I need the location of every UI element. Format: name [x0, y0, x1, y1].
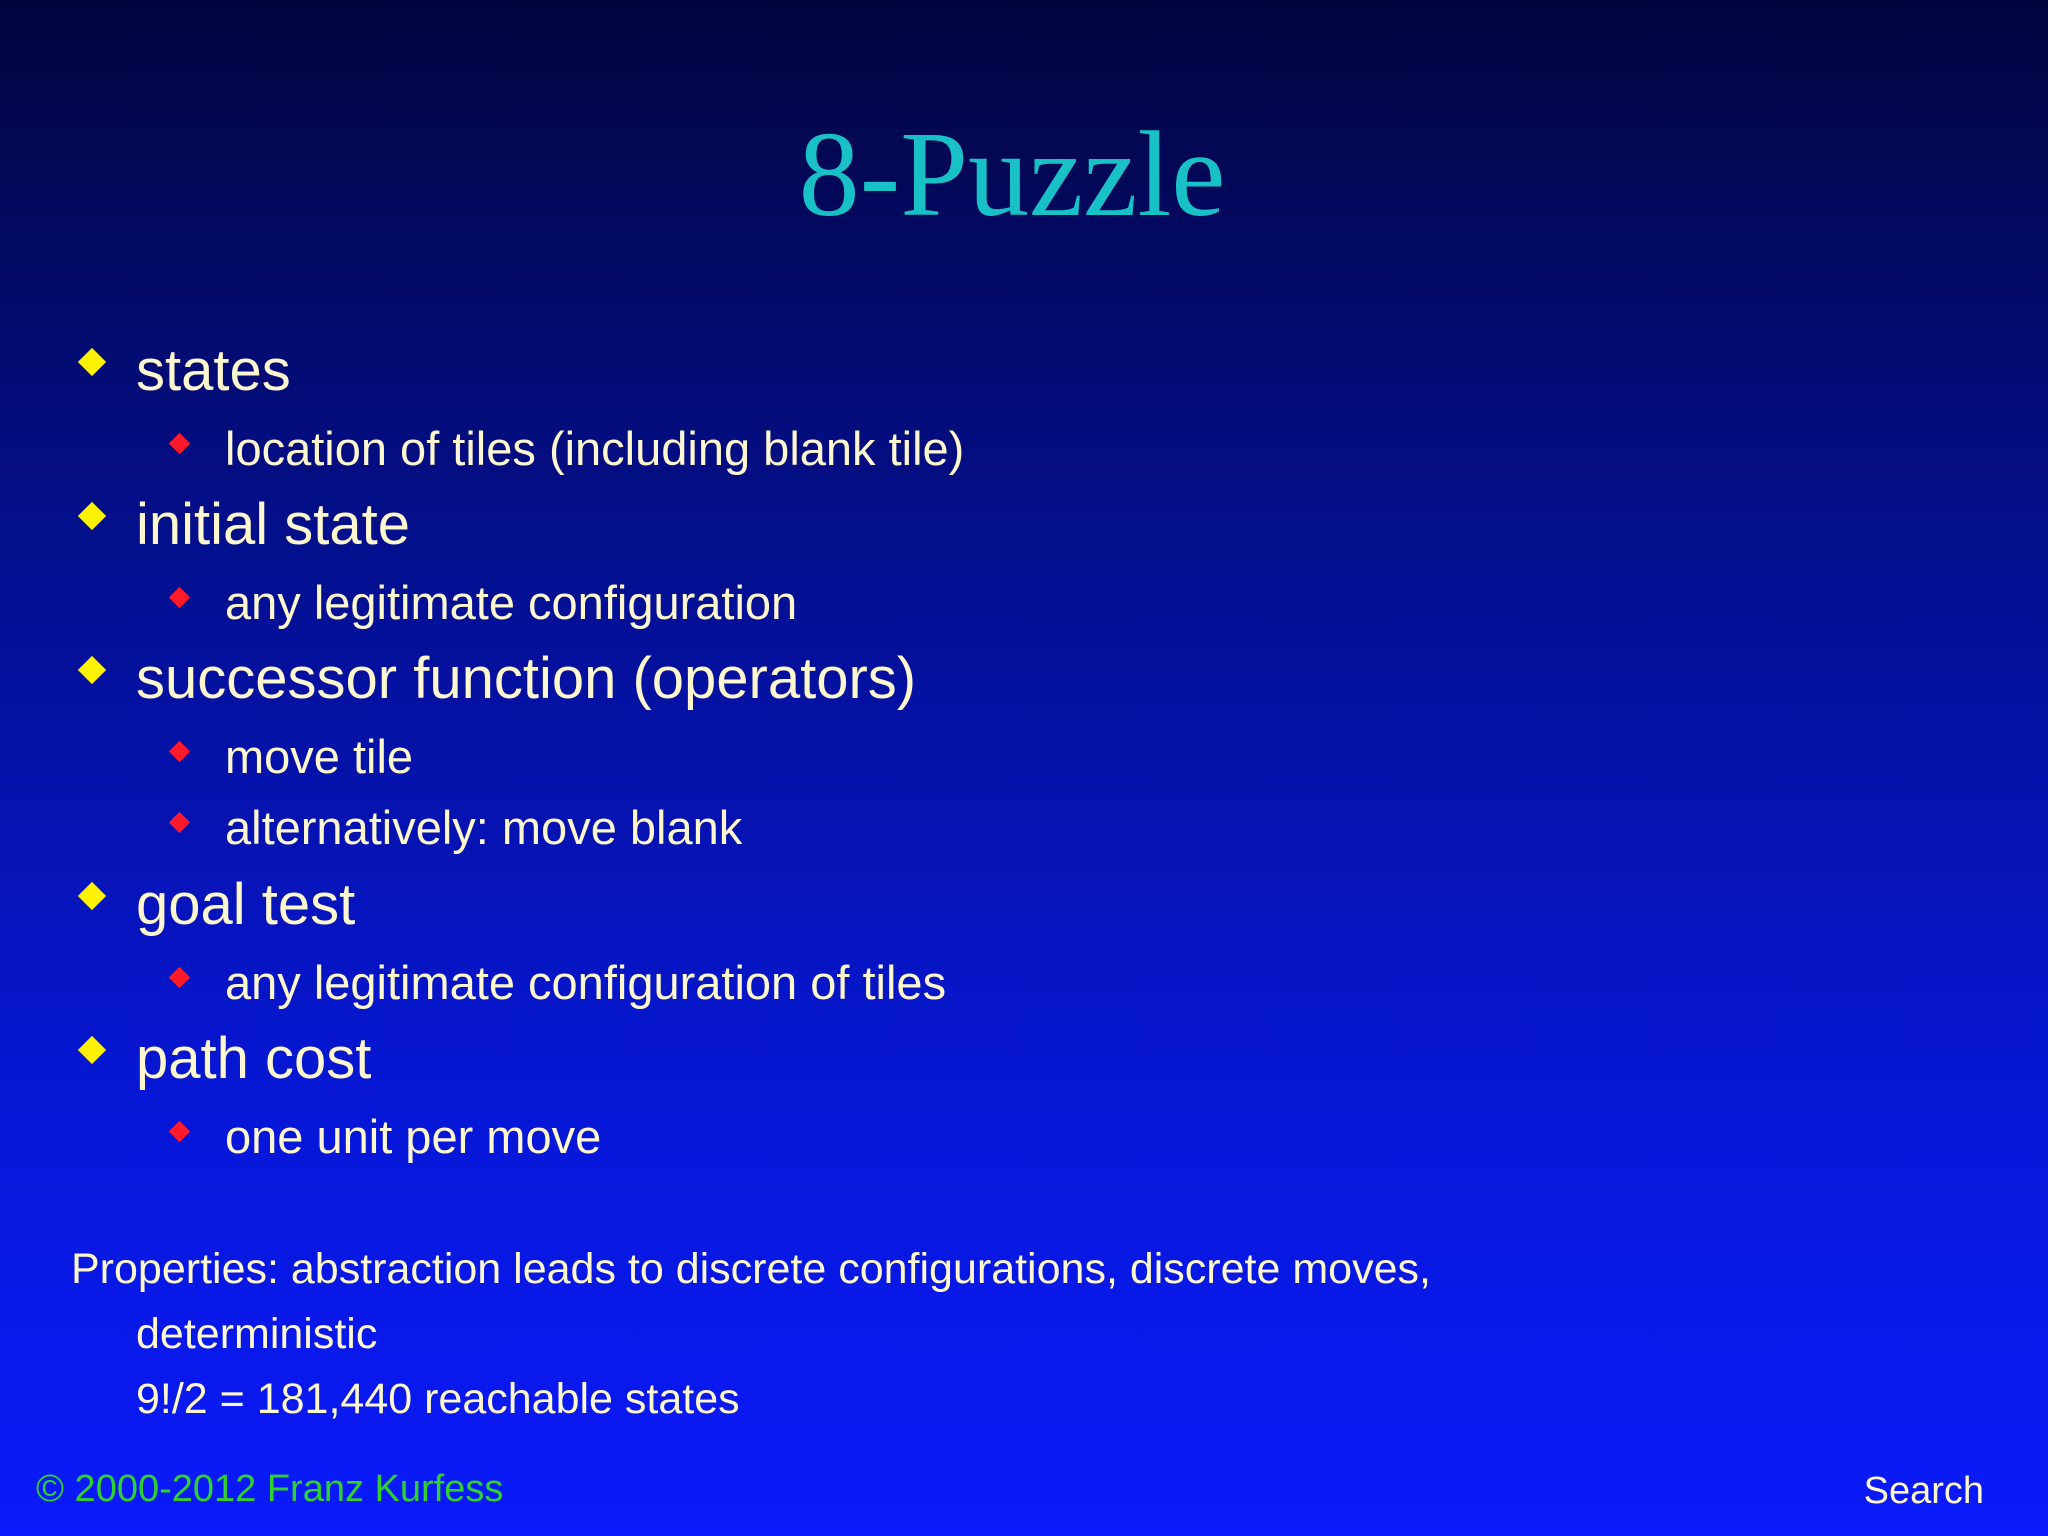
bullet-label: goal test: [136, 872, 356, 937]
sub-bullet-item: [0, 955, 1900, 1025]
diamond-bullet-icon: [78, 1036, 106, 1064]
properties-line: deterministic: [136, 1310, 378, 1358]
slide-title: 8-Puzzle: [798, 107, 1226, 242]
sub-bullet-item: [0, 421, 1900, 491]
diamond-bullet-icon: [169, 741, 190, 762]
bullet-item: [0, 1025, 1900, 1095]
bullet-label: path cost: [136, 1026, 372, 1091]
diamond-bullet-icon: [78, 502, 106, 530]
bullet-item: [0, 645, 1900, 715]
diamond-bullet-icon: [78, 882, 106, 910]
diamond-bullet-icon: [169, 812, 190, 833]
properties-line: Properties: abstraction leads to discrete configurations, discrete moves,: [71, 1245, 1431, 1293]
properties-line: 9!/2 = 181,440 reachable states: [136, 1375, 740, 1423]
sub-bullet-item: [0, 800, 1900, 870]
sub-bullet-label: location of tiles (including blank tile): [225, 422, 965, 475]
bullet-label: initial state: [136, 492, 411, 557]
diamond-bullet-icon: [169, 433, 190, 454]
diamond-bullet-icon: [78, 656, 106, 684]
sub-bullet-item: [0, 1109, 1900, 1179]
diamond-bullet-icon: [78, 348, 106, 376]
diamond-bullet-icon: [169, 587, 190, 608]
bullet-item: [0, 491, 1900, 561]
sub-bullet-label: alternatively: move blank: [225, 801, 743, 854]
bullet-label: successor function (operators): [136, 646, 917, 711]
diamond-bullet-icon: [169, 967, 190, 988]
diamond-bullet-icon: [169, 1121, 190, 1142]
sub-bullet-label: any legitimate configuration: [225, 576, 798, 629]
sub-bullet-label: any legitimate configuration of tiles: [225, 956, 947, 1009]
bullet-item: [0, 337, 1900, 407]
bullet-item: [0, 871, 1900, 941]
section-footer: Search: [1863, 1470, 1984, 1512]
sub-bullet-item: [0, 575, 1900, 645]
copyright-footer: © 2000-2012 Franz Kurfess: [36, 1468, 504, 1510]
sub-bullet-label: one unit per move: [225, 1110, 602, 1163]
bullet-label: states: [136, 338, 291, 403]
sub-bullet-label: move tile: [225, 730, 414, 783]
sub-bullet-item: [0, 729, 1900, 799]
